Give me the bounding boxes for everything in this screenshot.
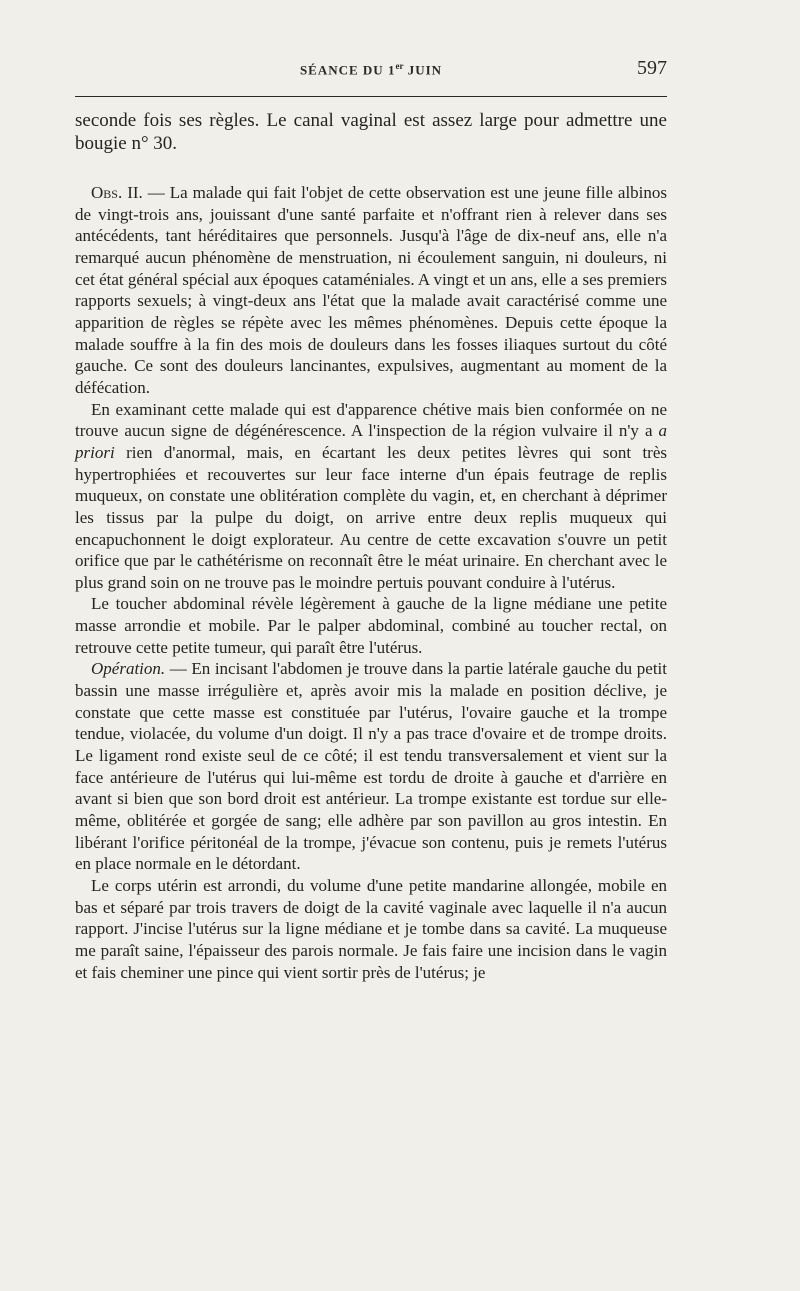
paragraph-continuation: seconde fois ses règles. Le canal vaginal est assez large pour admettre une bougie n° 30. [75, 110, 667, 154]
paragraph-uterus: Le corps utérin est arrondi, du volume d'une petite mandarine allongée, mobile en bas et séparé par trois travers de doigt de la cavité vaginale avec laquelle il n'a aucun rapport. J'incise l'utérus sur la ligne médiane et je tombe dans sa cavité. La muqueuse me paraît saine, l'épaisseur des parois normale. Je fais faire une incision dans le vagin et fais cheminer une pince qui vient sortir près de l'utérus; je [75, 876, 667, 982]
paragraph-operation [75, 658, 667, 875]
paragraph-examination [75, 399, 667, 594]
page-number: 597 [637, 57, 667, 79]
running-title [75, 61, 667, 78]
body-text [75, 110, 667, 983]
examination-text-b: rien d'anormal, mais, en écartant les deux petites lèvres qui sont très hypertrophiées et recouvertes sur leur face interne d'un épais feutrage de replis muqueux, on constate une oblitération complète du vagin, et, en cherchant à déprimer les tissus par la pulpe du doigt, on arrive entre deux replis muqueux qui encapuchonnent le doigt explorateur. Au centre de cette excavation s'ouvre un petit orifice que par le cathétérisme on reconnaît être le méat urinaire. En cherchant avec le plus grand soin on ne trouve pas le moindre pertuis pouvant conduire à l'utérus. [75, 442, 667, 592]
operation-label: Opération. [91, 659, 166, 679]
observation-text: — La malade qui fait l'objet de cette observation est une jeune fille albinos de vingt-trois ans, jouissant d'une santé parfaite et n'offrant rien à relever dans ses antécédents, tant héréditaires que personnels. Jusqu'à l'âge de dix-neuf ans, elle n'a remarqué aucun phénomène de menstruation, ni écoulement sanguin, ni douleurs, ni cet état général spécial aux époques cataméniales. A vingt et un ans, elle a ses premiers rapports sexuels; à vingt-deux ans l'état que la malade avait caractérisé comme une apparition de règles se répète avec les mêmes phénomènes. Depuis cette époque la malade souffre à la fin des mois de douleurs dans les fosses iliaques surtout du côté gauche. Ce sont des douleurs lancinantes, expulsives, augmentant au moment de la défécation. [75, 183, 667, 397]
running-title-end: JUIN [403, 62, 443, 78]
examination-italic: a priori [75, 421, 667, 462]
running-title-text: SÉANCE DU 1 [299, 62, 396, 78]
paragraph-abdominal: Le toucher abdominal révèle légèrement à gauche de la ligne médiane une petite masse arrondie et mobile. Par le palper abdominal, combiné au toucher rectal, on retrouve cette petite tumeur, qui paraît être l'utérus. [75, 594, 667, 657]
operation-text: — En incisant l'abdomen je trouve dans la partie latérale gauche du petit bassin une masse irrégulière et, après avoir mis la malade en position déclive, je constate que cette masse est constituée par l'utérus, l'ovaire gauche et la trompe tendue, violacée, du volume d'un doigt. Il n'y a pas trace d'ovaire et de trompe droits. Le ligament rond existe seul de ce côté; il est tendu transversalement et vient sur la face antérieure de l'utérus qui lui-même est tordu de droite à gauche et d'arrière en avant si bien que son bord droit est antérieur. La trompe existante est tordue sur elle-même, oblitérée et gorgée de sang; elle adhère par son pavillon au gros intestin. En libérant l'orifice péritonéal de la trompe, j'évacue son contenu, puis je remets l'utérus en place normale en le détordant. [75, 659, 667, 874]
examination-text-a: En examinant cette malade qui est d'apparence chétive mais bien conformée on ne trouve aucun signe de dégénérescence. A l'inspection de la région vulvaire il n'y a [75, 399, 667, 441]
header-rule [75, 96, 667, 97]
running-head [75, 57, 667, 83]
running-title-superscript: er [395, 61, 404, 71]
paragraph-observation [75, 182, 667, 399]
observation-label: Obs. II. [91, 183, 143, 202]
